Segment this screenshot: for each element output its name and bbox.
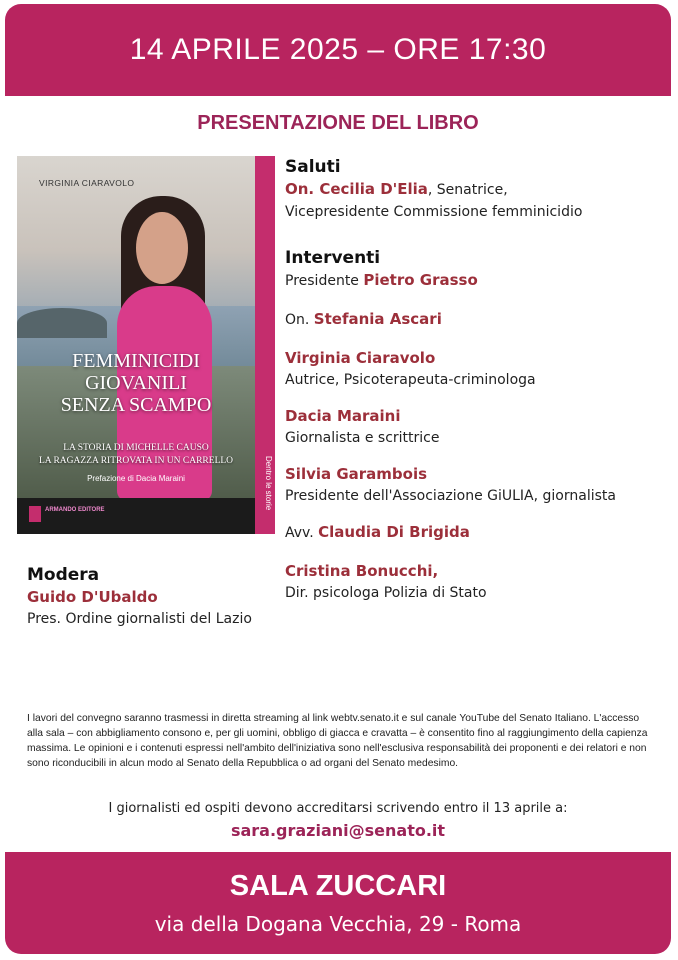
speaker-name: Silvia Garambois xyxy=(285,465,428,483)
speaker-item xyxy=(285,463,665,507)
speaker-role: Presidente dell'Associazione GiULIA, giornalista xyxy=(285,488,616,504)
saluti-speaker xyxy=(285,178,665,201)
moderator-role: Pres. Ordine giornalisti del Lazio xyxy=(27,611,252,627)
saluti-heading: Saluti xyxy=(285,157,341,177)
saluti-role-line2: Vicepresidente Commissione femminicidio xyxy=(285,204,583,220)
disclaimer-text: I lavori del convegno saranno trasmessi in diretta streaming al link webtv.senato.it e sul canale YouTube del Senato Italiano. L'accesso alla sala – con abbigliamento consono e, per gli uomini, obbligo di giacca e cravatta – è consentito fino al raggiungimento della capienza massima. Le opinioni e i contenuti espressi nell'ambito dell'iniziativa sono nell'esclusiva responsabilità dei proponenti e dei relatori e non sono riconducibili in alcun modo al Senato della Repubblica o ad organi del Senato medesimo. xyxy=(27,713,648,769)
book-title-line: GIOVANILI xyxy=(85,372,187,394)
moderator xyxy=(27,564,277,630)
book-series: Dentro le storie xyxy=(264,456,273,511)
cover-face xyxy=(136,212,188,284)
accreditation-email[interactable]: sara.graziani@senato.it xyxy=(230,821,446,840)
book-cover xyxy=(17,156,275,534)
poster xyxy=(5,4,671,954)
speaker-role: Autrice, Psicoterapeuta-criminologa xyxy=(285,372,536,388)
book-title-line: FEMMINICIDI xyxy=(72,350,200,372)
book-preface-prefix: Prefazione di xyxy=(87,474,134,483)
speaker-item xyxy=(285,521,665,544)
speaker-name: Pietro Grasso xyxy=(363,271,478,289)
interventi-heading: Interventi xyxy=(285,248,381,268)
book-title-line: SENZA SCAMPO xyxy=(60,394,212,416)
speaker-name: Virginia Ciaravolo xyxy=(285,349,436,367)
event-subtitle: PRESENTAZIONE DEL LIBRO xyxy=(197,112,479,134)
speaker-prefix: Avv. xyxy=(285,525,319,541)
header-band xyxy=(5,4,671,96)
venue-name: SALA ZUCCARI xyxy=(229,870,447,902)
moderator-name: Guido D'Ubaldo xyxy=(27,588,158,606)
speaker-item xyxy=(285,405,665,449)
book-tagline xyxy=(17,442,255,468)
event-date-time: 14 APRILE 2025 – ORE 17:30 xyxy=(129,33,547,66)
publisher-bar xyxy=(17,498,255,534)
speaker-item xyxy=(285,308,665,331)
speaker-prefix: On. xyxy=(285,312,314,328)
book-author: VIRGINIA CIARAVOLO xyxy=(39,178,135,188)
speaker-name: Stefania Ascari xyxy=(313,310,442,328)
venue-band xyxy=(5,852,671,954)
book-tagline-line: LA STORIA DI MICHELLE CAUSO xyxy=(63,443,209,453)
saluti-role: , Senatrice, xyxy=(427,182,508,198)
speaker-item xyxy=(285,347,665,391)
publisher-logo-icon xyxy=(29,506,41,522)
speaker-name: Claudia Di Brigida xyxy=(318,523,470,541)
modera-heading: Modera xyxy=(27,565,100,585)
venue-address: via della Dogana Vecchia, 29 - Roma xyxy=(154,912,522,936)
speaker-role: Giornalista e scrittrice xyxy=(285,430,440,446)
book-preface-name: Dacia Maraini xyxy=(136,474,185,483)
program xyxy=(285,156,665,604)
publisher-name: ARMANDO EDITORE xyxy=(45,507,105,513)
cover-hill xyxy=(17,308,107,338)
saluti-name: On. Cecilia D'Elia xyxy=(285,180,428,198)
speaker-role: Dir. psicologa Polizia di Stato xyxy=(285,585,487,601)
book-tagline-line: LA RAGAZZA RITROVATA IN UN CARRELLO xyxy=(38,456,234,466)
speaker-name: Cristina Bonucchi, xyxy=(285,562,439,580)
book-title xyxy=(17,350,255,416)
speaker-item xyxy=(285,269,665,292)
accreditation-text: I giornalisti ed ospiti devono accreditarsi scrivendo entro il 13 aprile a: xyxy=(108,801,568,816)
book-preface xyxy=(17,474,255,483)
speaker-name: Dacia Maraini xyxy=(285,407,401,425)
speaker-item xyxy=(285,560,665,604)
speaker-prefix: Presidente xyxy=(285,273,364,289)
